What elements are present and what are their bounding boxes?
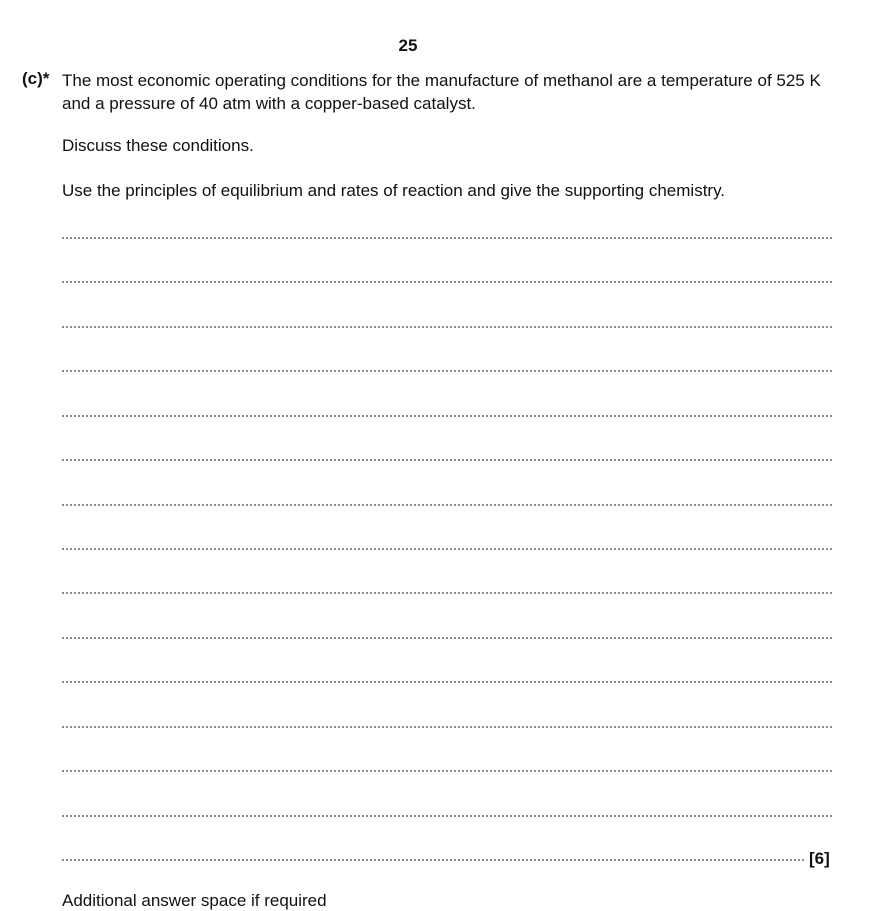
answer-line[interactable] [62, 281, 832, 283]
page-number: 25 [398, 36, 418, 55]
answer-line[interactable] [62, 237, 832, 239]
answer-line[interactable] [62, 859, 804, 861]
answer-line[interactable] [62, 459, 832, 461]
question-text: The most economic operating conditions for the manufacture of methanol are a temperature of 525 K and a pressure of 40 atm with a copper-based catalyst. [62, 71, 821, 113]
answer-line[interactable] [62, 681, 832, 683]
answer-line[interactable] [62, 370, 832, 372]
answer-line[interactable] [62, 637, 832, 639]
additional-space-label: Additional answer space if required [62, 891, 327, 910]
answer-line[interactable] [62, 592, 832, 594]
marks-total: [6] [809, 849, 830, 868]
question-label: (c)* [22, 69, 50, 88]
answer-line[interactable] [62, 326, 832, 328]
answer-line[interactable] [62, 504, 832, 506]
answer-line[interactable] [62, 726, 832, 728]
answer-line[interactable] [62, 815, 832, 817]
answer-line[interactable] [62, 415, 832, 417]
answer-line[interactable] [62, 548, 832, 550]
answer-line[interactable] [62, 770, 832, 772]
instruction-principles: Use the principles of equilibrium and rates of reaction and give the supporting chemistry. [62, 181, 726, 200]
instruction-discuss: Discuss these conditions. [62, 136, 254, 155]
